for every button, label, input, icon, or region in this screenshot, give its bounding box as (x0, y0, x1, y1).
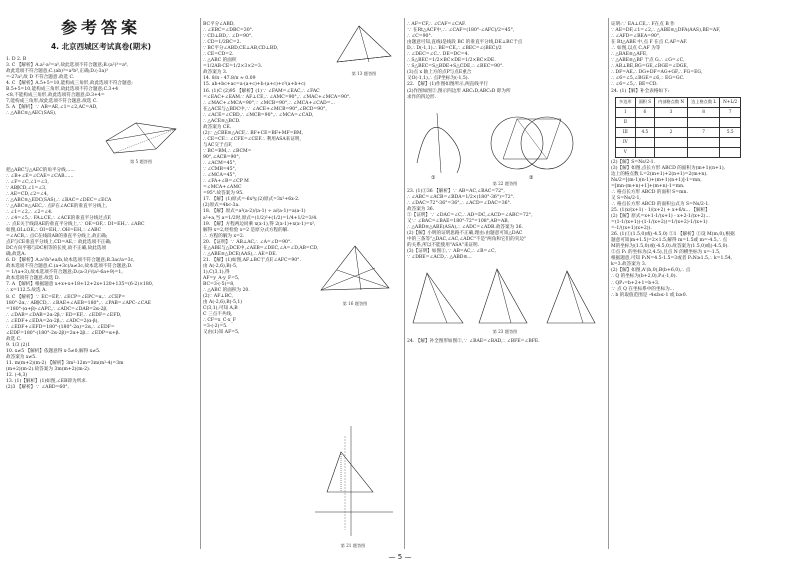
text-line: (2)【解】原式=x+1-1/(x+1) - x+2-1/(x+2)... (611, 213, 710, 219)
text-line: ∴ ∠AFD=∠BEA=90°, (611, 34, 661, 40)
text-line: ∴ ∠MCA=45°, (203, 173, 237, 179)
text-line: BC平分∠ABD, (203, 22, 235, 27)
text-line: 求作的四边形. (407, 94, 437, 100)
text-line: 8. C 【解析】∵ EC=EP,∴ ∠ECP=∠EPC=α,∴ ∠CEP= (6, 294, 126, 300)
text-line: =95°.故答案为 95. (203, 191, 244, 197)
text-line: 22. 【解】(1)作图如图所示,两直线平行 (407, 82, 489, 88)
text-line: (2)作图如图②,图示四边形 ABC₁D,ABC₂D 即为所 (407, 88, 511, 94)
text-line: 14. 8/π - 47.8/π ≈ 0.09 (203, 76, 256, 82)
text-line: ∵ AE=DF,∠1=∠2,∴ △ABE≌△DFA(AAS),BE=AF, (611, 28, 721, 34)
text-line: ∵ △ABC≌△AEC,∴ 点F在∠ACE的垂直平分线上, (6, 203, 108, 209)
text-line: ∴ AE=CD,∠2=∠4, (6, 191, 49, 197)
text-line: 题意可知|m+1.5|=2×1.5,解得 m=1.5或 m=-4.5,∴ 点 (611, 238, 728, 244)
text-line: ∴ △ABC≌△AEC(SAS), (6, 111, 57, 117)
text-line: C(3,1),可知 A,B (203, 306, 238, 312)
text-line: 中的三条等"△DAC,∠AC,∠ADC"不是"两角和它们的夹边" (407, 236, 527, 242)
text-line: ∴ 如图,以点 C,AF 为等 (611, 46, 661, 52)
text-line: 21. 【解】(1)如图,AF⊥BC于点F,∠AFC=90°. (203, 257, 301, 263)
text-line: AF=y_A-y_F=5, (203, 275, 240, 281)
table-cell: 7 (688, 127, 720, 137)
text-line: 20. 【证明】∵ AB⊥AC,∴ ∠A=∠D=90°. (203, 239, 292, 245)
table-cell (635, 147, 655, 157)
text-line: 19. 【解】方程两边同乘 x(x-1),得 2(x-1)+x(x-1)=x², (203, 221, 316, 227)
text-line: ∴ ∠C=90°. (407, 34, 433, 40)
text-line: ∴ 格点长方形 ABCD 的面积公式为 S=Ns/2-1. (611, 201, 710, 207)
text-line: =-27a³,故 D 不符合题意.故选 C. (6, 75, 75, 81)
text-line: 23. (1)①36 【解析】∵ AB=AC,∠BAC=72°, (407, 188, 505, 194)
text-line: 故此选项不符合题意;C.(ab)³=a³b³,正确;D.(-3a)³ (6, 69, 108, 75)
text-line: C 三点不共线, (203, 312, 233, 318)
text-line: ∴ ∠ABC=∠ACB=∠BDA=1/2×(180°-36°)=72°. (407, 194, 515, 200)
text-line: ∵ CD⊥BD,∴ ∠D=90°. (203, 34, 253, 40)
text-line: =3-(-2)=5. (203, 324, 228, 330)
text-line: ∴ 格点长方形 ABCD 的面积 S=mn. (611, 189, 688, 195)
text-line: 在△ABE与△DCE中,∠AEB=∠DEC,∠A=∠D,AB=CD, (203, 245, 319, 251)
text-line: DC方向平移与DC相等的长度,故不正确,故此选项 (6, 246, 107, 252)
table-cell: 2 (655, 127, 688, 137)
text-line: 6. D 【解析】A.a²/b³≠a/b,故本选项不符合题意;B.3ac/a=3c, (6, 258, 135, 264)
text-line: <8,不能构成三角形,故此选项符合题意;D.3+4= (6, 93, 105, 99)
text-line: 故本选项符合题意.故选 D. (6, 276, 60, 282)
table-cell: 7 (720, 107, 741, 117)
text-line: ∴ CD=1/2BC=2. (203, 40, 242, 46)
text-line: ∵ BC=BM,∴ ∠BCM= (203, 148, 252, 154)
text-line: ∴ △ABC 的面积为 20. (203, 288, 250, 294)
text-line: 根据题意,可知 P₁N=4.5-1.5=3或者 P₁N≥1.5,∴ k=1.54, (611, 256, 733, 262)
text-line: 5. A 【解析】∵ AB=AE,∠1=∠2,AC=AD, (6, 105, 98, 111)
table-cell (635, 117, 655, 127)
table-row (616, 107, 741, 117)
text-line: =(1-1/(x+1))-(1-1/(x+2))=1/(x+2)-1/(x+1) (611, 220, 708, 226)
text-line: 11. m(m+2)(m-2) 【解析】3m²-12m=3m(m²-4)=3m (6, 361, 124, 367)
text-line: 在 Rt△ABE 中,点 F 在点 C,AF=AF. (611, 40, 688, 46)
column-4-text-bottom (611, 160, 797, 299)
column-1 (6, 18, 196, 391)
svg-text:②: ② (529, 174, 534, 181)
text-line: ∴ ∠MAC+∠MCA=90°,∵ ∠MCB=90°,∴ ∠MCA+∠CAD=... (203, 100, 335, 106)
text-line: ∴ CF=x_C-x_F (203, 318, 236, 324)
text-line: ∴ CE=CD=2. (203, 52, 234, 58)
table-cell (720, 137, 741, 147)
text-line: ∴ 方程的解为 x=2. (203, 233, 245, 239)
text-line: (2)∵ △CBE≌△ACF,∴ BF+CE=BF+MF=BM, (203, 130, 304, 136)
text-line: ∴ AB⊥BE,BG=GE,∠BGE=∠DGE, (611, 64, 689, 70)
text-line: 故选 C. (6, 336, 22, 342)
text-line: 180°-2α,∵ AB∥CD,∴ ∠BAE+∠AEB=180°,∴ ∠PAB=∠APC-∠CAE (6, 300, 151, 306)
text-line: (m+2)(m-2).故答案为 3m(m+2)(m-2). (6, 367, 91, 373)
figure-23-diagram (407, 263, 603, 329)
column-1-text-bottom (6, 168, 196, 392)
column-3-text-middle (407, 189, 603, 262)
text-line: ∵ △ABE≌△BF 于点 G,∴ ∠G=∠C, (611, 58, 685, 64)
text-line: 边上的格点数 L=2(m+1)+2(n+1)=2(m+n). (611, 171, 708, 177)
text-line: 1),C(3,1),得 (203, 269, 230, 275)
text-line: 3. C 【解析】A.a²·a³=a⁵,故此选项不符合题意;B.(a²)³=a⁶, (6, 63, 129, 69)
table-cell (655, 137, 688, 147)
text-line: M的坐标为(1.5,0)或(-4.5,0).故答案为(1.5,0)或(-4.5,0). (611, 244, 729, 250)
text-line: (2)3 【解析】∵ ∠ABD=60°, (6, 385, 69, 391)
text-line: ∴ △ABC 的面积 (203, 58, 237, 64)
table-cell: 3 (655, 107, 688, 117)
table-header-cell: 内部格点数 N (655, 97, 688, 107)
figure-23-caption: 第 23 题答图 (492, 329, 518, 335)
figure-16-diagram (315, 240, 395, 298)
text-line: ∴ ∠ACM=45°, (203, 161, 237, 167)
page-title: 参考答案 (60, 18, 141, 37)
text-line: 4. C 【解析】A.5+5=10,能构成三角形,故此选项不符合题意; (6, 81, 133, 87)
figure-22-caption: 第 22 题答图 (492, 180, 518, 186)
text-line: ∴ ∠DAB=∠DAB=2α-2β,∵ ED=EF,∴ ∠EDF=∠EFD, (6, 312, 122, 318)
text-line: ∴ S△BEC=1/2×BC×DE=1/2×BC×DE. (407, 58, 496, 64)
figure-13-diagram (329, 22, 399, 68)
text-line: ∴ ∠DAC=72°-36°=36°,∴ ∠ACD=∠DAC=36°. (407, 200, 512, 206)
column-divider (404, 18, 405, 549)
table-cell (688, 147, 720, 157)
figure-5-diagram (96, 119, 186, 159)
table-row (616, 127, 741, 137)
table-header-cell: 面积 S (635, 97, 655, 107)
table-cell: III (616, 127, 636, 137)
text-line: ∵ 点 Q 在坐标系中的坐标为... (611, 286, 675, 292)
text-line: 故答案为 3. (203, 70, 228, 76)
text-line: 16. (1)C (2)95 【解析】(1)∵ ∠FAM=∠EAC,∴ ∠FAC (203, 88, 320, 94)
text-line: 由题意可知,直线l是线段 BC 的垂直平分线,DE⊥BC于点 (407, 40, 523, 46)
text-line: 10. x≠5 【解析】依题意得 x-5≠0,解得 x≠5. (6, 348, 101, 354)
table-cell (655, 117, 688, 127)
text-line: 又∵ ∠BAC=∠BAE=180°-72°=108°,AB=AB, (407, 218, 510, 224)
text-line: (3)【解】如图,点长方形 ABCD 的面积为(m+1)(n+1), (611, 165, 726, 171)
text-line: ∴ DF=AE,∴ DG+DF=AG+GF,∴ FG=EG, (611, 70, 703, 76)
text-line: ∠EDF=180°-(180°-2α-2β)=2α+2β.∴ ∠EDP=α+β. (6, 330, 120, 336)
table-cell (688, 137, 720, 147)
text-line: (2)【解】S=Ns/2-1. (611, 159, 656, 165)
text-line: ∵ AB∥CD,∠1=∠3, (6, 185, 47, 191)
figure-23 (407, 263, 603, 337)
column-4 (611, 22, 797, 299)
table-row (616, 137, 741, 147)
text-line: ∴ CE=CF.∴ ∠CFE=∠CEF.∴ 利用ASA来证明, (203, 136, 301, 142)
text-line: ∴ △ACE≌△BCD. (203, 118, 241, 124)
text-line: 7. A 【解析】根据题意 x+x+x+18+12+2x+120+135=(6-2)×180, (6, 282, 154, 288)
text-line: D,∴ D(-1,1).∴ BE=CE,∴ ∠BEC=∠(BEC)/2 (407, 46, 502, 52)
text-line: =180°-(α+β)-∠APC,∴ ∠ADC=∠DAB=2α-2β, (6, 306, 108, 312)
table-cell: 6 (635, 107, 655, 117)
table-cell: IV (616, 137, 636, 147)
figure-21-caption: 第 21 题答图 (340, 543, 366, 549)
text-line: (2)【解】小明的证明思路不正确,理由:由题意可知△DAC (407, 230, 523, 236)
table-header-cell: 多边形 (616, 97, 636, 107)
figure-5 (96, 119, 186, 165)
text-line: ∴ △ABE≌△DCE(AAS),∴ AE=DE. (203, 251, 278, 257)
text-line: ∴ ∠EDF+∠EFD=180°-(180°-2α)=2α,∴ ∠EDF= (6, 324, 115, 330)
text-line: ∵ ∠DBE=∠ACD,∴ △ABD≌... (407, 255, 472, 261)
text-line: ∴ ∠1=∠2,∴ ∠2=∠4. (6, 209, 53, 215)
text-line: 1. D 2. B (6, 57, 27, 62)
text-line: 18. 【解】原式=a²(a-2)/(a-1) ÷ a/(a-1)=a(a-1) (203, 209, 306, 215)
text-line: 9. 1/3 (2)1 (6, 342, 31, 348)
text-line: ②【证明】∵ ∠DAC=∠C,∴ AD=DC,∠ACD=∠ABC=72°, (407, 212, 533, 218)
text-line: ∴ ∠EBC=∠DBC=30°. (203, 28, 254, 34)
table-cell: II (616, 117, 636, 127)
text-line: =1/2AB·CE=1/2×3×2=3. (203, 64, 263, 70)
column-4-text-top (611, 22, 797, 95)
table-cell (720, 117, 741, 127)
text-line: ∵ BC平分∠ABD,CE⊥AB,CD⊥BD, (203, 46, 279, 52)
text-line: ∴ △ABD≌△ABE(ASA),∴ ∠ADC=∠ADB.故答案为 36. (407, 224, 523, 230)
table-24 (615, 97, 741, 158)
text-line: 又由(1)知 AF=5, (203, 330, 240, 336)
text-line: 故答案为 CE. (203, 124, 232, 130)
column-2 (203, 22, 399, 549)
text-line: 又O(-1,1),∴ 点P坐标为(-1,5). (407, 76, 470, 82)
text-line: =-1/((x+1)(x+2)). (611, 226, 652, 232)
table-cell: 5.5 (720, 127, 741, 137)
text-line: 26. (1)①(1.5,0)或(-4.5,0) ②1 【解析】①设 M(m,0),根据 (611, 232, 735, 238)
table-cell (688, 117, 720, 127)
page-number: — 5 — (388, 553, 412, 561)
table-cell: I (616, 107, 636, 117)
figure-22-diagram (407, 103, 603, 181)
text-line: 7,能构成三角形,故此选项不符合题意.故选 C. (6, 99, 98, 105)
table-body (616, 107, 741, 157)
text-line: 12. (-4,3) (6, 373, 28, 379)
table-cell: 4.5 (635, 127, 655, 137)
text-line: 故本选项不符合题意;C.(a+3c)/a≠3c,故本选项不符合题意;D. (6, 264, 133, 270)
text-line: 如图,OI⊥OE,∴ OI=EH,∴ OH=EH,∴ ∠ABC (6, 227, 102, 233)
table-header-cell: 边上格点数 L (688, 97, 720, 107)
table-cell (720, 147, 741, 157)
table-row (616, 117, 741, 127)
figure-22 (407, 103, 603, 187)
text-line: (3)【证明】如图①,∵ AB=AC,∴ ∠B=∠C, (407, 249, 496, 255)
figure-21-diagram (311, 422, 395, 540)
table-cell (655, 147, 688, 157)
figure-5-caption: 第 5 题答图 (129, 159, 153, 165)
text-line: = 1/(a+3),故本选项不符合题意;D.(a-3)²/(a²-6a+9)=1, (6, 270, 123, 276)
table-cell (635, 137, 655, 147)
column-3-text-top (407, 22, 603, 101)
text-line: (2)【解】如图,A'(b,0),B(b+6,0),∴ 点 (611, 268, 691, 274)
text-line: 由 A(-2,6),B(-5, (203, 263, 238, 269)
text-line: 又 S=Ns/2-1, (611, 195, 641, 201)
text-line: Ns/2=[(m-1)(n-1)+(m+1)(n+1)]-1=mn, (611, 177, 702, 183)
text-line: ∴ △ABC≌△EDC(SAS),∴ ∠BAC=∠DEC=∠ECA (6, 197, 112, 203)
figure-21 (311, 422, 395, 549)
text-line: ∴ ∠6=∠5,∴ BE=CD. (611, 82, 658, 88)
text-line: 故答案为 x≠5. (6, 354, 37, 360)
text-line: ∴ QP₁=b+2+1=b+3. (611, 280, 660, 286)
text-line: k=3.故答案为 3. (611, 262, 647, 268)
text-line: ∵ ∠CMB=45°, (203, 167, 237, 173)
text-line: (3)点 x 轴上方的点P与点E重合 (407, 70, 472, 76)
text-line: ∵ S△BEC=S△BDE+S△CDE,∴ ∠BEC=90°. (407, 64, 504, 70)
text-line: ∴ ∠B+∠E=∠CAE=∠CAB…… (6, 173, 74, 179)
text-line: 13. (1)【解析】(1)如图,∠EB即为所求. (6, 379, 88, 385)
text-line: ∴ b 的取值范围是 -4≤b≤-1 或 b≥0. (611, 292, 688, 298)
text-line: (2)∵ AF⊥BC, (203, 294, 233, 300)
text-line: =[mn-(m+n)+1]+(m+n)-1=mn. (611, 183, 685, 189)
text-line: 把△ABC与△AEC的角平分线…… (6, 167, 75, 173)
table-header-cell: N+L/2 (720, 97, 741, 107)
figure-13 (329, 22, 399, 77)
table-row (616, 147, 741, 157)
text-line: 25. (1)x/(x+1) - 1/(x+2) + x+6/x... 【解析】 (611, 207, 710, 213)
column-1-text-top (6, 57, 196, 117)
text-line: ②点 P₁ 的坐标为(2,4.5),且点 N 的横坐标为 x=-1.5, (611, 250, 721, 256)
text-line: ∴ AF=CF,∴ ∠CAF=∠CAF. (407, 22, 466, 27)
text-line: 与AC交于点F, (203, 142, 233, 148)
column-3 (407, 22, 603, 345)
text-line: ∴ Q 的坐标为(b+2,0),P₁(-1,0). (611, 274, 677, 280)
text-line: 由 A(-2,6),B(-5,1) (203, 300, 243, 306)
text-line: 解得 x=2,经检验 x=2 是原分式方程的解. (203, 227, 289, 233)
table-cell: V (616, 147, 636, 157)
column-divider (200, 18, 201, 549)
text-line: ∴ ∠DEC=∠C.∴ DE=DC=4. (407, 52, 469, 58)
figure-13-caption: 第 13 题答图 (351, 71, 377, 77)
text-line: =∠EAC+∠EAM.∵ AF⊥CE,∴ ∠AMC=90°,∴ ∠MAC+∠MCA=90°. (203, 94, 351, 100)
exam-subtitle: 4. 北京西城区考试真卷(期末) (50, 42, 152, 51)
text-line: 证明:∵ EA⊥CE,∴ F在点 B 作 (611, 22, 675, 27)
text-line: 24. 【解】补全图形如图②,∵ ∠BAE=∠BAD,∴ ∠BFE=∠BFE. (407, 339, 540, 345)
text-line: 17. 【解】(1)原式=-6x³y,(2)原式=3x²+6x-2. (203, 197, 300, 203)
text-line: 15. ab+bc+ac=a·(a+c)+b·(a+c)+c²(a+b+c) (203, 82, 306, 88)
text-line: =∠MCA+∠AMC (203, 185, 242, 191)
text-line: (2)原式=4bc-3a. (203, 203, 240, 209)
text-line: ∴ ∠4=∠5,∴ FA⊥CE,∴ ∠ACE的垂直平分线过点F, (6, 215, 112, 221)
text-line: ∴ 点E关于线段AE的垂直平分线上,∵ OE=OF,∴ DI=EH,∴ ∠ABC (6, 221, 145, 227)
text-line: ∴ ∠FA+∠B=∠CP M (203, 179, 249, 185)
text-line: ∴ ∠ACE=∠CBD,∴ ∠MCB=90°,∴ ∠MCA=∠CAD, (203, 112, 314, 118)
text-line: 90°,∠ACB=90°, (203, 155, 241, 161)
figure-16 (315, 240, 395, 307)
text-line: =∠ACB,∴ 点C在线段AB的垂直平分线上,故正确; (6, 234, 108, 240)
text-line: 的关系,所以不能使用"ASA"来证明. (407, 243, 480, 249)
text-line: 点F与CE垂直平分线上,CD=AE,∵ 故此选项不正确; (6, 240, 112, 246)
text-line: ∴ ∠F=∠C,∠1=∠3, (6, 179, 49, 185)
text-line: 24. (1)【解】补全表格如下: (611, 88, 670, 94)
text-line: a²+a,当 a=1/2时,原式=(1/2)²+(1/2)=1/4+1/2=3/4. (203, 215, 318, 221)
text-line: 在△ACE与△BDC中,∵ ∠ACE+∠MCB=90°,∠BCD=90°, (203, 106, 327, 112)
text-line: ∴ x=112.5.故选 A. (6, 288, 47, 294)
text-line: ∴ △BAE≌△AFE, (611, 52, 648, 58)
column-3-text-bottom (407, 339, 603, 345)
text-line: ∴ ∠EDF+∠EDA=2α-2β,∴ ∠ADC=2(α-β), (6, 318, 99, 324)
text-line: 确,故选A. (6, 252, 27, 258)
column-divider (608, 18, 609, 549)
svg-text:①: ① (431, 174, 436, 181)
text-line: B.5+5=10,能构成三角形,故此选项不符合题意;C.3+4 (6, 87, 119, 93)
text-line: ∵ 在Rt△ACF中,∴ ∠CAF=(180°-∠AFC)/2=45°, (407, 28, 515, 34)
figure-16-caption: 第 16 题答图 (342, 301, 368, 307)
text-line: ∴ ∠6=∠5,∠BGE=∠6,∴ EG=GC. (611, 76, 685, 82)
table-cell: 8 (688, 107, 720, 117)
text-line: 故答案为 36. (407, 206, 435, 212)
text-line: BC=3-(-5)=8, (203, 282, 235, 288)
table-header-row (616, 97, 741, 107)
